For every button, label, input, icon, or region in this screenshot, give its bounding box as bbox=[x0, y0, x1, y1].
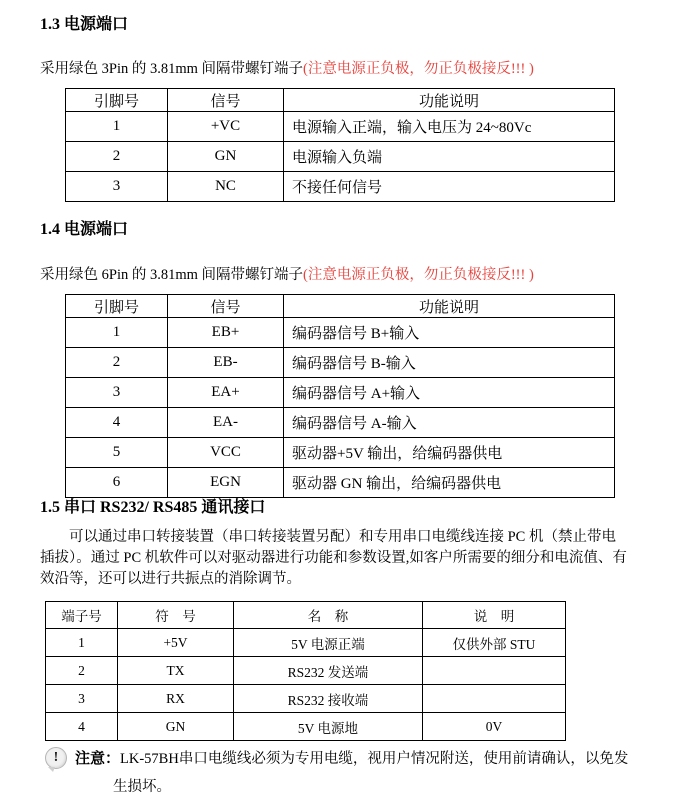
intro-text: 采用绿色 3Pin 的 3.81mm 间隔带螺钉端子 bbox=[40, 61, 304, 77]
paragraph-line: 可以通过串口转接装置（串口转接装置另配）和专用串口电缆线连接 PC 机（禁止带电 bbox=[69, 529, 616, 545]
pin-cell: 6 bbox=[66, 468, 168, 498]
function-cell: 编码器信号 B-输入 bbox=[284, 348, 615, 378]
terminal-cell: 1 bbox=[46, 629, 118, 657]
pin-cell: 3 bbox=[66, 378, 168, 408]
pin-cell: 1 bbox=[66, 318, 168, 348]
paragraph-line: 效沿等，还可以进行共振点的消除调节。 bbox=[40, 571, 301, 587]
caution-text-line2: 生损坏。 bbox=[113, 779, 171, 795]
col-header-terminal: 端子号 bbox=[46, 602, 118, 629]
signal-cell: EA+ bbox=[168, 378, 284, 408]
intro-text: 采用绿色 6Pin 的 3.81mm 间隔带螺钉端子 bbox=[40, 267, 304, 283]
table-header-row bbox=[66, 89, 615, 112]
pin-cell: 2 bbox=[66, 142, 168, 172]
signal-cell: VCC bbox=[168, 438, 284, 468]
exclamation-balloon-icon: ! bbox=[45, 747, 67, 769]
pin-cell: 2 bbox=[66, 348, 168, 378]
pin-cell: 4 bbox=[66, 408, 168, 438]
table-row bbox=[46, 629, 566, 657]
terminal-cell: 4 bbox=[46, 713, 118, 741]
col-header-symbol: 符 号 bbox=[118, 602, 234, 629]
symbol-cell: GN bbox=[118, 713, 234, 741]
table-row bbox=[46, 685, 566, 713]
section-1-5-paragraph bbox=[40, 527, 662, 590]
signal-cell: EB+ bbox=[168, 318, 284, 348]
paragraph-line: 插拔）。通过 PC 机软件可以对驱动器进行功能和参数设置,如客户所需要的细分和电流值、有 bbox=[40, 550, 627, 566]
pin-cell: 3 bbox=[66, 172, 168, 202]
power-3pin-table bbox=[65, 88, 615, 202]
signal-cell: EGN bbox=[168, 468, 284, 498]
symbol-cell: RX bbox=[118, 685, 234, 713]
encoder-6pin-table bbox=[65, 294, 615, 498]
description-cell: 0V bbox=[423, 713, 566, 741]
power-polarity-warning: (注意电源正负极，勿正负极接反!!! ) bbox=[303, 61, 534, 77]
table-row bbox=[66, 378, 615, 408]
col-header-function: 功能说明 bbox=[284, 89, 615, 112]
table-row bbox=[46, 713, 566, 741]
section-1-5-heading: 1.5 串口 RS232/ RS485 通讯接口 bbox=[40, 499, 266, 516]
description-cell bbox=[423, 657, 566, 685]
name-cell: 5V 电源正端 bbox=[234, 629, 423, 657]
col-header-function: 功能说明 bbox=[284, 295, 615, 318]
table-header-row bbox=[46, 602, 566, 629]
table-row bbox=[66, 438, 615, 468]
function-cell: 电源输入正端，输入电压为 24~80Vc bbox=[284, 112, 615, 142]
caution-note bbox=[45, 745, 628, 801]
table-row bbox=[66, 318, 615, 348]
col-header-signal: 信号 bbox=[168, 89, 284, 112]
description-cell: 仅供外部 STU bbox=[423, 629, 566, 657]
table-row bbox=[66, 348, 615, 378]
table-row bbox=[46, 657, 566, 685]
function-cell: 编码器信号 B+输入 bbox=[284, 318, 615, 348]
name-cell: RS232 接收端 bbox=[234, 685, 423, 713]
col-header-pin: 引脚号 bbox=[66, 89, 168, 112]
signal-cell: NC bbox=[168, 172, 284, 202]
section-1-3-heading: 1.3 电源端口 bbox=[40, 16, 129, 33]
symbol-cell: TX bbox=[118, 657, 234, 685]
function-cell: 编码器信号 A-输入 bbox=[284, 408, 615, 438]
terminal-cell: 2 bbox=[46, 657, 118, 685]
col-header-signal: 信号 bbox=[168, 295, 284, 318]
signal-cell: EA- bbox=[168, 408, 284, 438]
table-row bbox=[66, 112, 615, 142]
name-cell: 5V 电源地 bbox=[234, 713, 423, 741]
table-row bbox=[66, 408, 615, 438]
table-row bbox=[66, 468, 615, 498]
function-cell: 电源输入负端 bbox=[284, 142, 615, 172]
table-row bbox=[66, 142, 615, 172]
caution-text: LK-57BH串口电缆线必须为专用电缆，视用户情况附送，使用前请确认，以免发 bbox=[120, 751, 629, 767]
section-1-4-intro bbox=[40, 263, 534, 284]
name-cell: RS232 发送端 bbox=[234, 657, 423, 685]
col-header-name: 名 称 bbox=[234, 602, 423, 629]
col-header-description: 说 明 bbox=[423, 602, 566, 629]
description-cell bbox=[423, 685, 566, 713]
signal-cell: +VC bbox=[168, 112, 284, 142]
pin-cell: 1 bbox=[66, 112, 168, 142]
function-cell: 驱动器+5V 输出，给编码器供电 bbox=[284, 438, 615, 468]
section-1-3-intro bbox=[40, 57, 534, 78]
col-header-pin: 引脚号 bbox=[66, 295, 168, 318]
terminal-cell: 3 bbox=[46, 685, 118, 713]
signal-cell: GN bbox=[168, 142, 284, 172]
serial-port-table bbox=[45, 601, 566, 741]
function-cell: 编码器信号 A+输入 bbox=[284, 378, 615, 408]
section-1-4-heading: 1.4 电源端口 bbox=[40, 221, 129, 238]
pin-cell: 5 bbox=[66, 438, 168, 468]
caution-note-body bbox=[75, 745, 628, 801]
table-row bbox=[66, 172, 615, 202]
function-cell: 驱动器 GN 输出，给编码器供电 bbox=[284, 468, 615, 498]
signal-cell: EB- bbox=[168, 348, 284, 378]
power-polarity-warning: (注意电源正负极，勿正负极接反!!! ) bbox=[303, 267, 534, 283]
caution-label: 注意： bbox=[75, 751, 121, 767]
function-cell: 不接任何信号 bbox=[284, 172, 615, 202]
table-header-row bbox=[66, 295, 615, 318]
symbol-cell: +5V bbox=[118, 629, 234, 657]
